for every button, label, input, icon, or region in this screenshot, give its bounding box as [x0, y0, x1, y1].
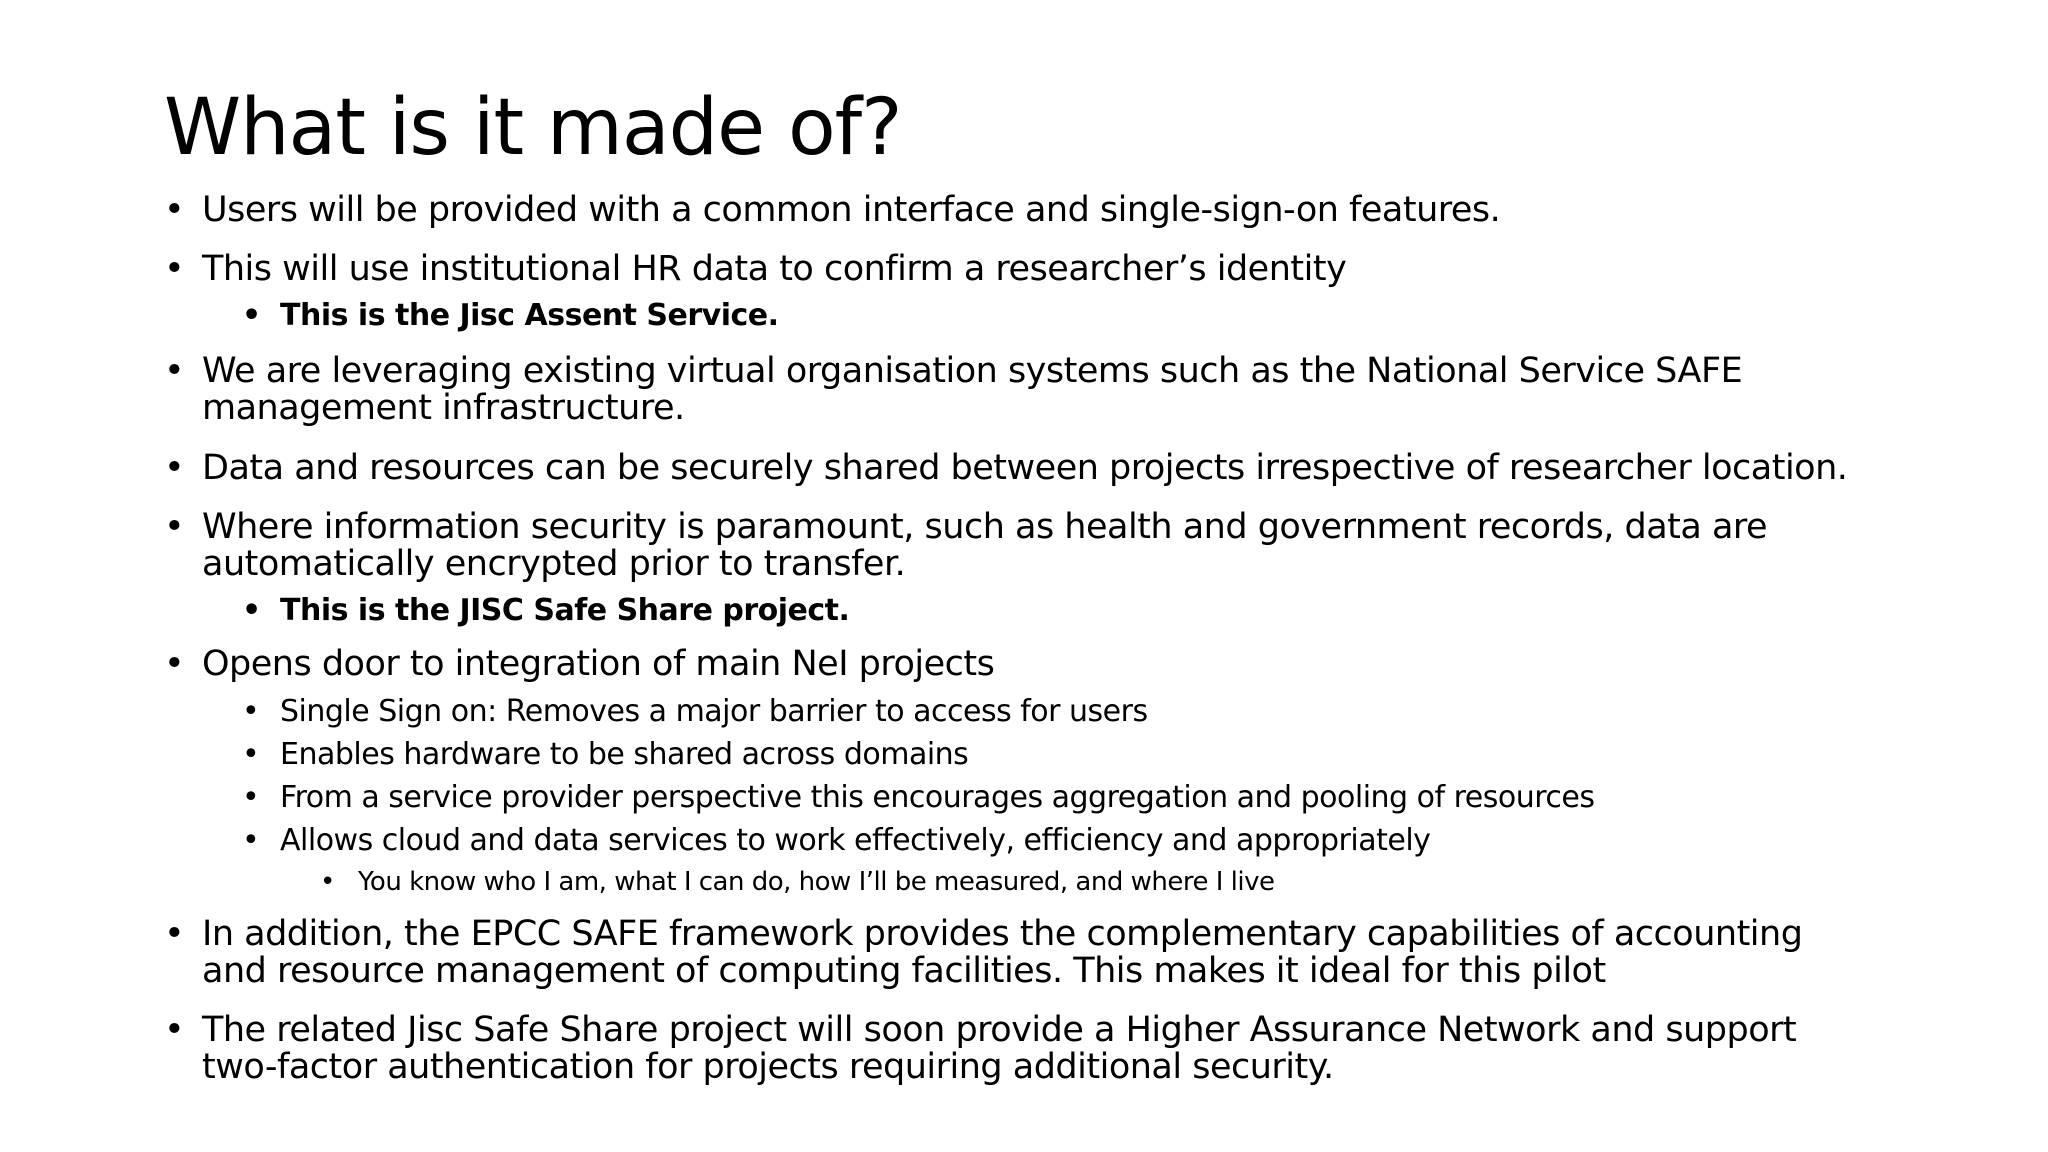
bullet-marker: •	[164, 507, 185, 547]
sub-bullet-item	[242, 735, 968, 775]
bullet-text: Opens door to integration of main NeI projects	[202, 644, 995, 684]
bullet-item	[164, 450, 1847, 487]
bullet-text: Allows cloud and data services to work effectively, efficiency and appropriately	[280, 823, 1431, 858]
bullet-item	[164, 916, 1802, 990]
bullet-marker: •	[164, 249, 185, 289]
bullet-item	[164, 192, 1500, 229]
sub-bullet-item	[242, 821, 1430, 861]
bullet-text-line: We are leveraging existing virtual organisation systems such as the National Service SAFE	[202, 351, 1743, 391]
bullet-text-line: The related Jisc Safe Share project will soon provide a Higher Assurance Network and support	[202, 1010, 1797, 1050]
sub-bullet-item	[242, 296, 779, 336]
bullet-text-line: Where information security is paramount, such as health and government records, data are	[202, 507, 1768, 547]
bullet-text: From a service provider perspective this encourages aggregation and pooling of resources	[280, 780, 1595, 815]
bullet-text: Enables hardware to be shared across domains	[280, 737, 969, 772]
bullet-text-line: automatically encrypted prior to transfer.	[202, 544, 906, 584]
bullet-text: Users will be provided with a common interface and single-sign-on features.	[202, 190, 1501, 230]
bullet-marker: •	[164, 1010, 185, 1050]
slide-title: What is it made of?	[164, 83, 902, 173]
bullet-text: This will use institutional HR data to confirm a researcher’s identity	[202, 249, 1347, 289]
sub-sub-bullet-item	[320, 864, 1274, 900]
bullet-text-line: In addition, the EPCC SAFE framework provides the complementary capabilities of accounting	[202, 914, 1803, 954]
sub-bullet-item	[242, 692, 1148, 732]
bullet-marker: •	[242, 780, 260, 815]
bullet-text-line: management infrastructure.	[202, 388, 685, 428]
bullet-marker: •	[164, 190, 185, 230]
sub-bullet-item	[242, 591, 849, 631]
bullet-item	[164, 353, 1742, 427]
bullet-item	[164, 509, 1767, 583]
bullet-marker: •	[242, 694, 260, 729]
bullet-text: You know who I am, what I can do, how I’ll be measured, and where I live	[358, 867, 1275, 897]
bullet-text-line: two-factor authentication for projects requiring additional security.	[202, 1047, 1334, 1087]
bullet-marker: •	[242, 593, 261, 628]
bullet-marker: •	[164, 351, 185, 391]
sub-bullet-item	[242, 778, 1594, 818]
bullet-item	[164, 646, 994, 683]
bullet-marker: •	[320, 867, 335, 897]
bullet-text: Data and resources can be securely shared between projects irrespective of researcher location.	[202, 448, 1848, 488]
bullet-text: Single Sign on: Removes a major barrier to access for users	[280, 694, 1148, 729]
bullet-marker: •	[164, 644, 185, 684]
bullet-marker: •	[164, 448, 185, 488]
bullet-item	[164, 1012, 1796, 1086]
bullet-item	[164, 251, 1346, 288]
bullet-marker: •	[164, 914, 185, 954]
bullet-text: This is the JISC Safe Share project.	[280, 593, 850, 628]
bullet-marker: •	[242, 298, 261, 333]
bullet-text-line: and resource management of computing facilities. This makes it ideal for this pilot	[202, 951, 1606, 991]
bullet-marker: •	[242, 823, 260, 858]
bullet-marker: •	[242, 737, 260, 772]
bullet-text: This is the Jisc Assent Service.	[280, 298, 779, 333]
